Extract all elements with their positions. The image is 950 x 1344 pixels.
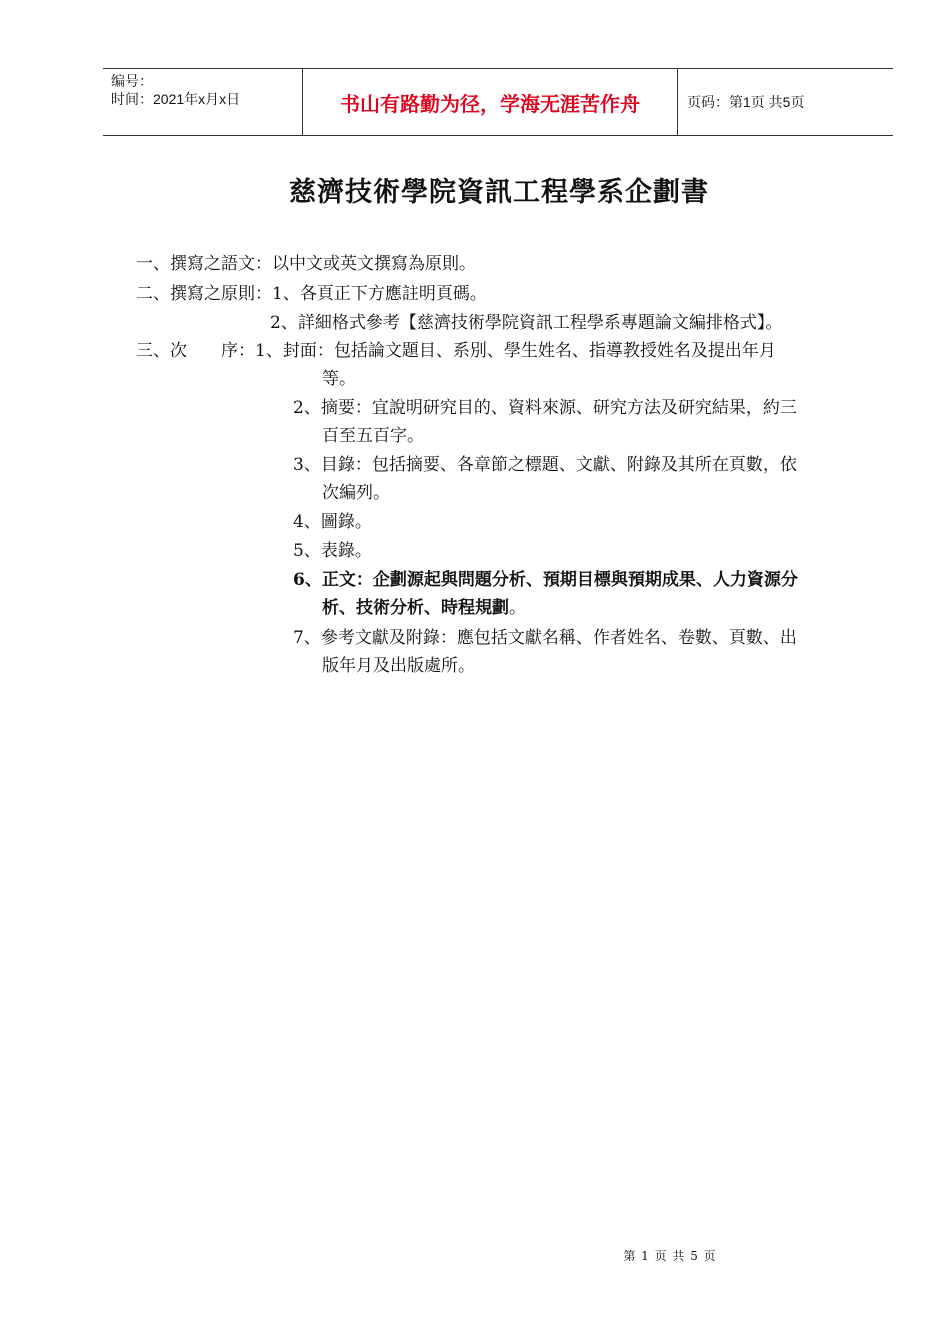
sub-item-6-line-1: 6、正文：企劃源起與問題分析、預期目標與預期成果、人力資源分 [293, 570, 798, 590]
header-meta-cell [103, 69, 303, 135]
sub-item-6-line-2-bold: 析、技術分析、時程規劃 [322, 598, 509, 618]
number-label: 编号： [111, 73, 153, 89]
item-1: 一、撰寫之語文：以中文或英文撰寫為原則。 [136, 254, 476, 274]
page-info: 页码：第1页 共5页 [687, 94, 805, 110]
sub-item-3-line-2: 次編列。 [322, 483, 390, 503]
header-table [103, 68, 893, 136]
sub-item-6-line-2 [322, 596, 526, 620]
sub-item-7-line-2: 版年月及出版處所。 [322, 656, 475, 676]
item-2-line-1: 二、撰寫之原則：1、各頁正下方應註明頁碼。 [136, 284, 487, 304]
sub-item-2-line-2: 百至五百字。 [322, 426, 424, 446]
sub-item-6-period: 。 [509, 598, 526, 618]
item-2-line-2: 2、詳細格式參考【慈濟技術學院資訊工程學系專題論文編排格式】。 [270, 313, 783, 333]
motto: 书山有路勤为径，学海无涯苦作舟 [303, 69, 678, 135]
document-title: 慈濟技術學院資訊工程學系企劃書 [289, 177, 709, 208]
sub-item-4: 4、圖錄。 [293, 512, 372, 532]
item-3-line-2: 等。 [322, 369, 356, 389]
sub-item-2-line-1: 2、摘要：宜說明研究目的、資料來源、研究方法及研究結果，約三 [293, 398, 797, 418]
sub-item-3-line-1: 3、目錄：包括摘要、各章節之標題、文獻、附錄及其所在頁數，依 [293, 455, 797, 475]
page-footer: 第 1 页 共 5 页 [623, 1249, 717, 1263]
item-3-line-1: 三、次 序：1、封面：包括論文題目、系別、學生姓名、指導教授姓名及提出年月 [136, 341, 776, 361]
sub-item-5: 5、表錄。 [293, 541, 372, 561]
sub-item-7-line-1: 7、參考文獻及附錄：應包括文獻名稱、作者姓名、卷數、頁數、出 [293, 628, 797, 648]
time-label: 时间：2021年x月x日 [111, 91, 241, 107]
